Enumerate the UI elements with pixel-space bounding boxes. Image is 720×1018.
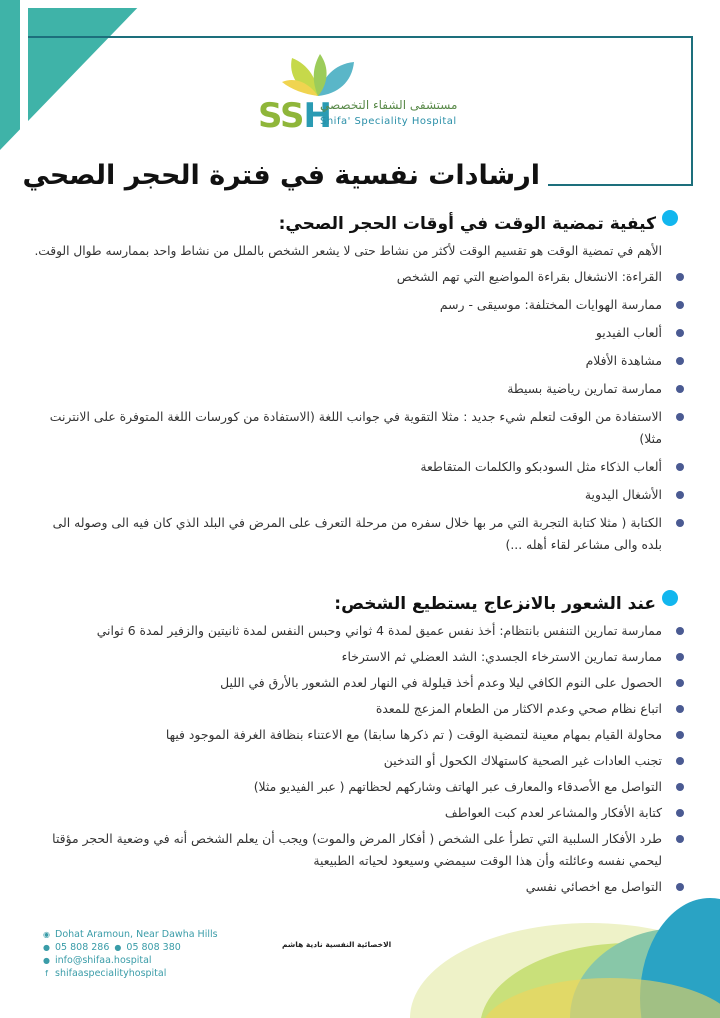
list-item: تجنب العادات غير الصحية كاستهلاك الكحول أو التدخين bbox=[34, 750, 662, 772]
leaves-logo-icon bbox=[278, 52, 358, 98]
bullet-icon bbox=[676, 627, 684, 635]
list-item: الحصول على النوم الكافي ليلا وعدم أخذ قيلولة في النهار لعدم الشعور بالأرق في الليل bbox=[34, 672, 662, 694]
psychologist-signature: الاخصائية النفسية نادية هاشم bbox=[282, 940, 392, 949]
list-item: الاستفادة من الوقت لتعلم شيء جديد : مثلا التقوية في جوانب اللغة (الاستفادة من كورسات اللغة المتوفرة على الانترنت مثلا) bbox=[34, 406, 662, 450]
location-pin-icon: ◉ bbox=[43, 930, 50, 939]
bullet-icon bbox=[676, 731, 684, 739]
list-item: ممارسة تمارين الاسترخاء الجسدي: الشد العضلي ثم الاسترخاء bbox=[34, 646, 662, 668]
bullet-icon bbox=[676, 463, 684, 471]
email-icon: ● bbox=[43, 956, 50, 965]
bullet-icon bbox=[676, 809, 684, 817]
bullet-icon bbox=[676, 385, 684, 393]
facebook-link[interactable]: shifaaspecialityhospital bbox=[55, 968, 167, 979]
list-item: الكتابة ( مثلا كتابة التجربة التي مر بها خلال سفره من مرحلة التعرف على المرض في البلد الذي كان فيه الى وصوله الى بلده والى مشاعر لقاء أهله ...) bbox=[34, 512, 662, 556]
page-title: ارشادات نفسية في فترة الحجر الصحي bbox=[22, 160, 540, 191]
bullet-icon bbox=[676, 835, 684, 843]
list-item: طرد الأفكار السلبية التي تطرأ على الشخص ( أفكار المرض والموت) ويجب أن يعلم الشخص أنه في وضعية الحجر مؤقتا ليحمي نفسه وعائلته وأن هذا الوقت سيمضي وسيعود لحياته الطبيعية bbox=[34, 828, 662, 872]
list-item: التواصل مع الأصدقاء والمعارف عبر الهاتف وشاركهم لحظاتهم ( عبر الفيديو مثلا) bbox=[34, 776, 662, 798]
logo-letters: SSH bbox=[258, 96, 331, 136]
coping-list bbox=[34, 620, 662, 898]
list-item: ألعاب الفيديو bbox=[34, 322, 662, 344]
section-intro: الأهم في تمضية الوقت هو تقسيم الوقت لأكثر من نشاط حتى لا يشعر الشخص بالملل من نشاط واحد بممارسه طوال الوقت. bbox=[34, 244, 662, 258]
email-row bbox=[42, 954, 218, 967]
list-item: ممارسة تمارين رياضية بسيطة bbox=[34, 378, 662, 400]
section-coping bbox=[34, 594, 662, 902]
section-dot-icon bbox=[662, 590, 678, 606]
section-heading: كيفية تمضية الوقت في أوقات الحجر الصحي: bbox=[34, 214, 662, 234]
list-item: ممارسة تمارين التنفس بانتظام: أخذ نفس عميق لمدة 4 ثواني وحبس النفس لمدة ثانيتين والزفير لمدة 6 ثواني bbox=[34, 620, 662, 642]
bullet-icon bbox=[676, 301, 684, 309]
bullet-icon bbox=[676, 413, 684, 421]
bullet-icon bbox=[676, 783, 684, 791]
list-item: التواصل مع اخصائي نفسي bbox=[34, 876, 662, 898]
bullet-icon bbox=[676, 357, 684, 365]
top-left-decoration bbox=[0, 0, 145, 150]
section-heading: عند الشعور بالانزعاج يستطيع الشخص: bbox=[34, 594, 662, 614]
hospital-name-arabic: مستشفى الشفاء التخصصي bbox=[320, 98, 458, 112]
hospital-logo bbox=[258, 52, 468, 136]
section-dot-icon bbox=[662, 210, 678, 226]
frame-top-line bbox=[28, 36, 693, 38]
hospital-name-english: Shifa' Speciality Hospital bbox=[320, 116, 457, 127]
bullet-icon bbox=[676, 705, 684, 713]
phone-link-1[interactable]: 05 808 286 bbox=[55, 942, 110, 953]
facebook-icon: f bbox=[45, 969, 48, 978]
list-item: ألعاب الذكاء مثل السودبكو والكلمات المتقاطعة bbox=[34, 456, 662, 478]
phone-link-2[interactable]: 05 808 380 bbox=[126, 942, 181, 953]
email-link[interactable]: info@shifaa.hospital bbox=[55, 955, 152, 966]
list-item: محاولة القيام بمهام معينة لتمضية الوقت ( تم ذكرها سابقا) مع الاعتناء بنظافة الغرفة الموجود فيها bbox=[34, 724, 662, 746]
list-item: كتابة الأفكار والمشاعر لعدم كبت العواطف bbox=[34, 802, 662, 824]
bullet-icon bbox=[676, 519, 684, 527]
frame-right-line bbox=[691, 36, 693, 186]
whatsapp-icon: ● bbox=[43, 943, 50, 952]
list-item: القراءة: الانشغال بقراءة المواضيع التي تهم الشخص bbox=[34, 266, 662, 288]
phone-icon: ● bbox=[114, 943, 122, 952]
list-item: اتباع نظام صحي وعدم الاكثار من الطعام المزعج للمعدة bbox=[34, 698, 662, 720]
bullet-icon bbox=[676, 329, 684, 337]
bullet-icon bbox=[676, 883, 684, 891]
bullet-icon bbox=[676, 679, 684, 687]
phone-row bbox=[42, 941, 218, 954]
contact-footer bbox=[42, 928, 218, 980]
bullet-icon bbox=[676, 273, 684, 281]
activity-list bbox=[34, 266, 662, 556]
list-item: مشاهدة الأفلام bbox=[34, 350, 662, 372]
bullet-icon bbox=[676, 491, 684, 499]
facebook-row bbox=[42, 967, 218, 980]
bullet-icon bbox=[676, 757, 684, 765]
bullet-icon bbox=[676, 653, 684, 661]
section-time-management bbox=[34, 214, 662, 562]
address-row: ◉ Dohat Aramoun, Near Dawha Hills bbox=[43, 929, 218, 940]
frame-bottom-line bbox=[548, 184, 693, 186]
list-item: ممارسة الهوايات المختلفة: موسيقى - رسم bbox=[34, 294, 662, 316]
list-item: الأشغال اليدوية bbox=[34, 484, 662, 506]
